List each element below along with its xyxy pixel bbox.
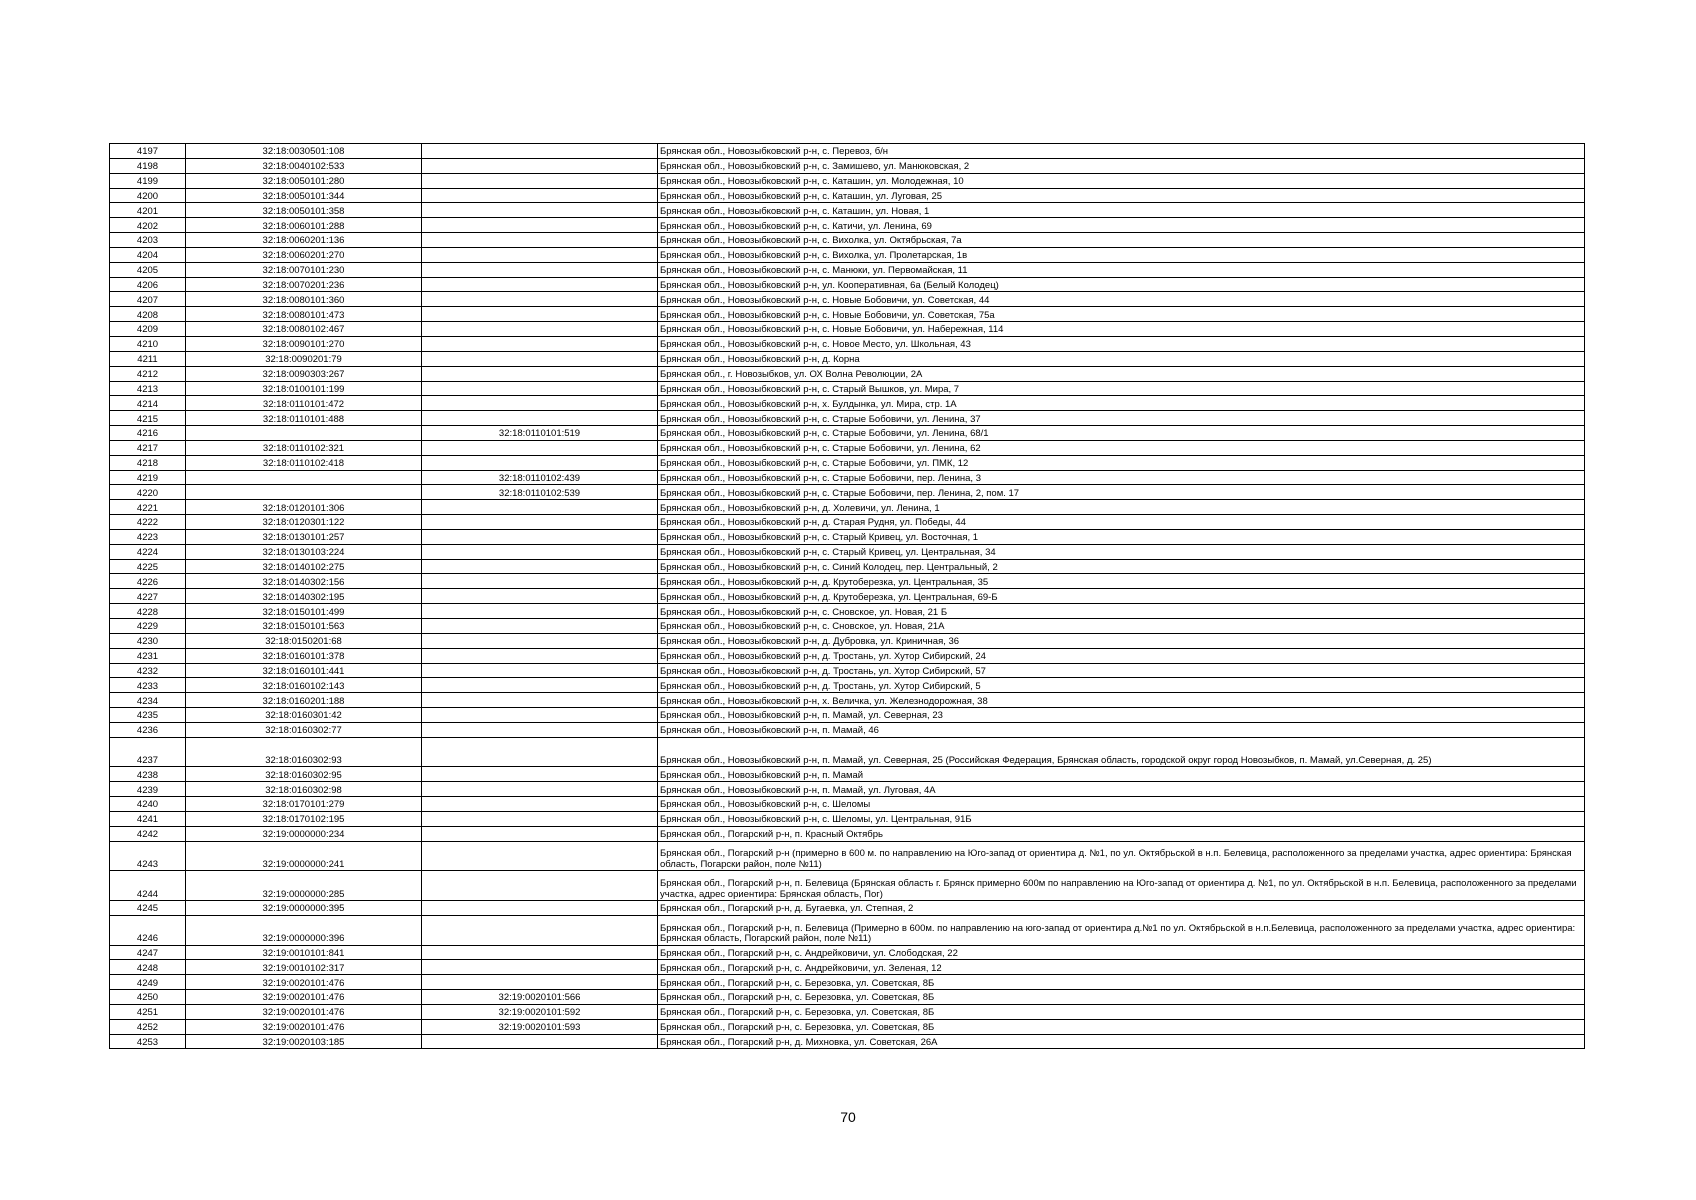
object-number-cell — [422, 1034, 658, 1049]
cadastral-number-cell: 32:18:0040102:533 — [186, 158, 422, 173]
address-cell: Брянская обл., Погарский р-н, с. Андрейковичи, ул. Зеленая, 12 — [658, 960, 1585, 975]
cadastral-number-cell: 32:18:0080101:473 — [186, 307, 422, 322]
row-number-cell: 4205 — [110, 262, 186, 277]
address-cell: Брянская обл., Погарский р-н, с. Березовка, ул. Советская, 8Б — [658, 1004, 1585, 1019]
object-number-cell — [422, 871, 658, 901]
address-cell: Брянская обл., Новозыбковский р-н, с. Сновское, ул. Новая, 21А — [658, 619, 1585, 634]
cadastral-number-cell: 32:18:0170102:195 — [186, 811, 422, 826]
row-number-cell: 4253 — [110, 1034, 186, 1049]
table-row — [110, 1004, 1585, 1019]
table-row — [110, 945, 1585, 960]
row-number-cell: 4241 — [110, 811, 186, 826]
address-cell: Брянская обл., Новозыбковский р-н, п. Мамай — [658, 767, 1585, 782]
object-number-cell — [422, 604, 658, 619]
cadastral-number-cell: 32:18:0110101:488 — [186, 411, 422, 426]
address-cell: Брянская обл., Новозыбковский р-н, с. Шеломы — [658, 797, 1585, 812]
row-number-cell: 4251 — [110, 1004, 186, 1019]
cadastral-number-cell: 32:18:0160302:77 — [186, 722, 422, 737]
registry-table-body — [110, 144, 1585, 1049]
address-cell: Брянская обл., Новозыбковский р-н, с. Новое Место, ул. Школьная, 43 — [658, 336, 1585, 351]
cadastral-number-cell: 32:18:0160101:441 — [186, 663, 422, 678]
object-number-cell — [422, 233, 658, 248]
address-cell: Брянская обл., Погарский р-н (примерно в 600 м. по направлению на Юго-запад от ориентира д. №1, по ул. Октябрьской в н.п. Белевица, расположенного за пределами участка, адрес ориентира: Брянская область, Погарски район, поле №11) — [658, 841, 1585, 871]
object-number-cell — [422, 633, 658, 648]
cadastral-number-cell: 32:18:0160302:95 — [186, 767, 422, 782]
table-row — [110, 767, 1585, 782]
cadastral-number-cell: 32:18:0120101:306 — [186, 500, 422, 515]
cadastral-number-cell: 32:18:0160302:98 — [186, 782, 422, 797]
row-number-cell: 4204 — [110, 247, 186, 262]
object-number-cell — [422, 678, 658, 693]
address-cell: Брянская обл., Новозыбковский р-н, с. Старый Вышков, ул. Мира, 7 — [658, 381, 1585, 396]
row-number-cell: 4240 — [110, 797, 186, 812]
cadastral-number-cell: 32:18:0110102:418 — [186, 455, 422, 470]
address-cell: Брянская обл., Новозыбковский р-н, д. Корна — [658, 351, 1585, 366]
row-number-cell: 4249 — [110, 975, 186, 990]
table-row — [110, 1034, 1585, 1049]
address-cell: Брянская обл., Новозыбковский р-н, д. Крутоберезка, ул. Центральная, 69-Б — [658, 589, 1585, 604]
address-cell: Брянская обл., Новозыбковский р-н, д. Старая Рудня, ул. Победы, 44 — [658, 515, 1585, 530]
cadastral-number-cell: 32:18:0150201:68 — [186, 633, 422, 648]
row-number-cell: 4200 — [110, 188, 186, 203]
object-number-cell — [422, 292, 658, 307]
object-number-cell — [422, 247, 658, 262]
table-row — [110, 782, 1585, 797]
address-cell: Брянская обл., Погарский р-н, п. Белевица (Примерно в 600м. по направлению на юго-запад от ориентира д.№1 по ул. Октябрьской в н.п.Белевица, расположенного за пределами участка, адрес ориентира: Брянская область, Погарский район, поле №11) — [658, 915, 1585, 945]
address-cell: Брянская обл., Новозыбковский р-н, с. Вихолка, ул. Октябрьская, 7а — [658, 233, 1585, 248]
address-cell: Брянская обл., Новозыбковский р-н, с. Старые Бобовичи, ул. Ленина, 62 — [658, 440, 1585, 455]
table-row — [110, 158, 1585, 173]
address-cell: Брянская обл., Новозыбковский р-н, п. Мамай, ул. Северная, 25 (Российская Федерация, Брянская область, городской округ город Новозыбков, п. Мамай, ул.Северная, д. 25) — [658, 737, 1585, 767]
table-row — [110, 574, 1585, 589]
cadastral-number-cell: 32:19:0020103:185 — [186, 1034, 422, 1049]
object-number-cell — [422, 945, 658, 960]
row-number-cell: 4224 — [110, 544, 186, 559]
row-number-cell: 4231 — [110, 648, 186, 663]
address-cell: Брянская обл., Новозыбковский р-н, с. Каташин, ул. Молодежная, 10 — [658, 173, 1585, 188]
cadastral-number-cell: 32:18:0070201:236 — [186, 277, 422, 292]
address-cell: Брянская обл., Новозыбковский р-н, с. Старые Бобовичи, ул. Ленина, 68/1 — [658, 426, 1585, 441]
table-row — [110, 322, 1585, 337]
object-number-cell — [422, 351, 658, 366]
row-number-cell: 4246 — [110, 915, 186, 945]
table-row — [110, 292, 1585, 307]
address-cell: Брянская обл., Новозыбковский р-н, с. Старые Бобовичи, пер. Ленина, 3 — [658, 470, 1585, 485]
row-number-cell: 4203 — [110, 233, 186, 248]
cadastral-number-cell: 32:18:0160101:378 — [186, 648, 422, 663]
object-number-cell — [422, 515, 658, 530]
table-row — [110, 871, 1585, 901]
cadastral-number-cell: 32:18:0150101:563 — [186, 619, 422, 634]
address-cell: Брянская обл., Погарский р-н, с. Березовка, ул. Советская, 8Б — [658, 1019, 1585, 1034]
cadastral-number-cell: 32:18:0090101:270 — [186, 336, 422, 351]
row-number-cell: 4219 — [110, 470, 186, 485]
table-row — [110, 841, 1585, 871]
cadastral-number-cell — [186, 470, 422, 485]
row-number-cell: 4206 — [110, 277, 186, 292]
cadastral-number-cell: 32:18:0080101:360 — [186, 292, 422, 307]
object-number-cell — [422, 708, 658, 723]
object-number-cell — [422, 440, 658, 455]
row-number-cell: 4223 — [110, 529, 186, 544]
table-row — [110, 811, 1585, 826]
address-cell: Брянская обл., Новозыбковский р-н, д. Дубровка, ул. Криничная, 36 — [658, 633, 1585, 648]
table-row — [110, 336, 1585, 351]
cadastral-number-cell: 32:19:0010101:841 — [186, 945, 422, 960]
cadastral-number-cell: 32:19:0020101:476 — [186, 1004, 422, 1019]
table-row — [110, 277, 1585, 292]
cadastral-number-cell: 32:18:0120301:122 — [186, 515, 422, 530]
cadastral-number-cell — [186, 426, 422, 441]
row-number-cell: 4243 — [110, 841, 186, 871]
row-number-cell: 4202 — [110, 218, 186, 233]
object-number-cell: 32:18:0110101:519 — [422, 426, 658, 441]
row-number-cell: 4225 — [110, 559, 186, 574]
cadastral-number-cell: 32:18:0110101:472 — [186, 396, 422, 411]
table-row — [110, 218, 1585, 233]
table-row — [110, 960, 1585, 975]
object-number-cell: 32:19:0020101:593 — [422, 1019, 658, 1034]
row-number-cell: 4228 — [110, 604, 186, 619]
cadastral-number-cell: 32:18:0140302:195 — [186, 589, 422, 604]
address-cell: Брянская обл., Новозыбковский р-н, ул. Кооперативная, 6а (Белый Колодец) — [658, 277, 1585, 292]
object-number-cell — [422, 841, 658, 871]
object-number-cell — [422, 529, 658, 544]
object-number-cell — [422, 203, 658, 218]
row-number-cell: 4233 — [110, 678, 186, 693]
row-number-cell: 4208 — [110, 307, 186, 322]
object-number-cell — [422, 767, 658, 782]
object-number-cell — [422, 559, 658, 574]
table-row — [110, 663, 1585, 678]
cadastral-number-cell: 32:18:0150101:499 — [186, 604, 422, 619]
row-number-cell: 4217 — [110, 440, 186, 455]
table-row — [110, 233, 1585, 248]
row-number-cell: 4209 — [110, 322, 186, 337]
row-number-cell: 4201 — [110, 203, 186, 218]
address-cell: Брянская обл., Новозыбковский р-н, с. Катичи, ул. Ленина, 69 — [658, 218, 1585, 233]
table-row — [110, 589, 1585, 604]
row-number-cell: 4227 — [110, 589, 186, 604]
address-cell: Брянская обл., Новозыбковский р-н, д. Крутоберезка, ул. Центральная, 35 — [658, 574, 1585, 589]
table-row — [110, 693, 1585, 708]
address-cell: Брянская обл., Новозыбковский р-н, с. Шеломы, ул. Центральная, 91Б — [658, 811, 1585, 826]
table-row — [110, 1019, 1585, 1034]
cadastral-number-cell: 32:19:0000000:241 — [186, 841, 422, 871]
table-row — [110, 544, 1585, 559]
cadastral-number-cell: 32:19:0020101:476 — [186, 1019, 422, 1034]
object-number-cell — [422, 173, 658, 188]
address-cell: Брянская обл., Новозыбковский р-н, с. Новые Бобовичи, ул. Набережная, 114 — [658, 322, 1585, 337]
row-number-cell: 4235 — [110, 708, 186, 723]
table-row — [110, 529, 1585, 544]
cadastral-number-cell: 32:19:0000000:234 — [186, 826, 422, 841]
object-number-cell — [422, 693, 658, 708]
table-row — [110, 426, 1585, 441]
table-row — [110, 975, 1585, 990]
row-number-cell: 4221 — [110, 500, 186, 515]
address-cell: Брянская обл., Новозыбковский р-н, с. Старые Бобовичи, ул. Ленина, 37 — [658, 411, 1585, 426]
row-number-cell: 4238 — [110, 767, 186, 782]
address-cell: Брянская обл., Погарский р-н, с. Андрейковичи, ул. Слободская, 22 — [658, 945, 1585, 960]
address-cell: Брянская обл., Новозыбковский р-н, с. Старые Бобовичи, пер. Ленина, 2, пом. 17 — [658, 485, 1585, 500]
row-number-cell: 4242 — [110, 826, 186, 841]
cadastral-number-cell: 32:18:0130101:257 — [186, 529, 422, 544]
address-cell: Брянская обл., Новозыбковский р-н, д. Тростань, ул. Хутор Сибирский, 57 — [658, 663, 1585, 678]
cadastral-number-cell: 32:18:0140302:156 — [186, 574, 422, 589]
address-cell: Брянская обл., Погарский р-н, д. Бугаевка, ул. Степная, 2 — [658, 901, 1585, 916]
cadastral-number-cell: 32:18:0100101:199 — [186, 381, 422, 396]
address-cell: Брянская обл., Новозыбковский р-н, с. Каташин, ул. Новая, 1 — [658, 203, 1585, 218]
table-row — [110, 901, 1585, 916]
cadastral-number-cell: 32:19:0020101:476 — [186, 975, 422, 990]
address-cell: Брянская обл., Новозыбковский р-н, п. Мамай, ул. Луговая, 4А — [658, 782, 1585, 797]
object-number-cell — [422, 544, 658, 559]
object-number-cell — [422, 722, 658, 737]
row-number-cell: 4213 — [110, 381, 186, 396]
object-number-cell — [422, 411, 658, 426]
object-number-cell — [422, 589, 658, 604]
object-number-cell — [422, 648, 658, 663]
table-row — [110, 173, 1585, 188]
cadastral-number-cell: 32:18:0130103:224 — [186, 544, 422, 559]
cadastral-number-cell: 32:18:0160201:188 — [186, 693, 422, 708]
table-row — [110, 247, 1585, 262]
address-cell: Брянская обл., Новозыбковский р-н, с. Старый Кривец, ул. Центральная, 34 — [658, 544, 1585, 559]
object-number-cell — [422, 366, 658, 381]
object-number-cell — [422, 975, 658, 990]
table-row — [110, 188, 1585, 203]
table-row — [110, 633, 1585, 648]
object-number-cell — [422, 307, 658, 322]
table-row — [110, 708, 1585, 723]
row-number-cell: 4234 — [110, 693, 186, 708]
cadastral-number-cell: 32:18:0060201:136 — [186, 233, 422, 248]
row-number-cell: 4222 — [110, 515, 186, 530]
address-cell: Брянская обл., Новозыбковский р-н, с. Старые Бобовичи, ул. ПМК, 12 — [658, 455, 1585, 470]
address-cell: Брянская обл., Новозыбковский р-н, д. Холевичи, ул. Ленина, 1 — [658, 500, 1585, 515]
cadastral-number-cell: 32:18:0160102:143 — [186, 678, 422, 693]
row-number-cell: 4211 — [110, 351, 186, 366]
address-cell: Брянская обл., Новозыбковский р-н, д. Тростань, ул. Хутор Сибирский, 24 — [658, 648, 1585, 663]
table-row — [110, 411, 1585, 426]
object-number-cell — [422, 500, 658, 515]
address-cell: Брянская обл., Погарский р-н, п. Красный Октябрь — [658, 826, 1585, 841]
table-row — [110, 515, 1585, 530]
cadastral-number-cell: 32:19:0020101:476 — [186, 990, 422, 1005]
object-number-cell: 32:18:0110102:539 — [422, 485, 658, 500]
object-number-cell: 32:19:0020101:566 — [422, 990, 658, 1005]
registry-table — [109, 143, 1585, 1049]
page-number: 70 — [840, 1109, 856, 1125]
object-number-cell — [422, 336, 658, 351]
row-number-cell: 4248 — [110, 960, 186, 975]
object-number-cell — [422, 158, 658, 173]
object-number-cell — [422, 455, 658, 470]
table-row — [110, 826, 1585, 841]
row-number-cell: 4229 — [110, 619, 186, 634]
table-row — [110, 722, 1585, 737]
address-cell: Брянская обл., Погарский р-н, с. Березовка, ул. Советская, 8Б — [658, 975, 1585, 990]
object-number-cell — [422, 826, 658, 841]
table-row — [110, 559, 1585, 574]
row-number-cell: 4250 — [110, 990, 186, 1005]
table-row — [110, 203, 1585, 218]
address-cell: Брянская обл., Погарский р-н, п. Белевица (Брянская область г. Брянск примерно 600м по направлению на Юго-запад от ориентира д. №1, по ул. Октябрьской в н.п. Белевица, расположенного за пределами участка, адрес ориентира: Брянская область, Пог) — [658, 871, 1585, 901]
object-number-cell — [422, 737, 658, 767]
row-number-cell: 4244 — [110, 871, 186, 901]
row-number-cell: 4236 — [110, 722, 186, 737]
table-row — [110, 485, 1585, 500]
table-row — [110, 797, 1585, 812]
address-cell: Брянская обл., Новозыбковский р-н, с. Сновское, ул. Новая, 21 Б — [658, 604, 1585, 619]
object-number-cell — [422, 915, 658, 945]
table-row — [110, 678, 1585, 693]
address-cell: Брянская обл., Новозыбковский р-н, п. Мамай, ул. Северная, 23 — [658, 708, 1585, 723]
table-row — [110, 915, 1585, 945]
row-number-cell: 4230 — [110, 633, 186, 648]
row-number-cell: 4199 — [110, 173, 186, 188]
object-number-cell — [422, 782, 658, 797]
object-number-cell — [422, 574, 658, 589]
cadastral-number-cell: 32:18:0160301:42 — [186, 708, 422, 723]
table-row — [110, 604, 1585, 619]
cadastral-number-cell: 32:18:0050101:280 — [186, 173, 422, 188]
object-number-cell — [422, 381, 658, 396]
cadastral-number-cell: 32:18:0080102:467 — [186, 322, 422, 337]
cadastral-number-cell: 32:18:0050101:358 — [186, 203, 422, 218]
cadastral-number-cell: 32:19:0000000:285 — [186, 871, 422, 901]
address-cell: Брянская обл., Новозыбковский р-н, с. Вихолка, ул. Пролетарская, 1в — [658, 247, 1585, 262]
cadastral-number-cell: 32:18:0110102:321 — [186, 440, 422, 455]
address-cell: Брянская обл., Новозыбковский р-н, с. Манюки, ул. Первомайская, 11 — [658, 262, 1585, 277]
table-row — [110, 648, 1585, 663]
object-number-cell — [422, 901, 658, 916]
cadastral-number-cell: 32:18:0090303:267 — [186, 366, 422, 381]
address-cell: Брянская обл., Новозыбковский р-н, с. Новые Бобовичи, ул. Советская, 44 — [658, 292, 1585, 307]
cadastral-number-cell: 32:18:0070101:230 — [186, 262, 422, 277]
object-number-cell — [422, 262, 658, 277]
table-row — [110, 990, 1585, 1005]
row-number-cell: 4212 — [110, 366, 186, 381]
cadastral-number-cell — [186, 485, 422, 500]
cadastral-number-cell: 32:18:0030501:108 — [186, 144, 422, 159]
table-row — [110, 737, 1585, 767]
row-number-cell: 4197 — [110, 144, 186, 159]
table-row — [110, 396, 1585, 411]
address-cell: Брянская обл., Погарский р-н, с. Березовка, ул. Советская, 8Б — [658, 990, 1585, 1005]
row-number-cell: 4215 — [110, 411, 186, 426]
cadastral-number-cell: 32:19:0000000:395 — [186, 901, 422, 916]
row-number-cell: 4216 — [110, 426, 186, 441]
row-number-cell: 4198 — [110, 158, 186, 173]
row-number-cell: 4226 — [110, 574, 186, 589]
cadastral-number-cell: 32:18:0140102:275 — [186, 559, 422, 574]
object-number-cell — [422, 277, 658, 292]
object-number-cell — [422, 619, 658, 634]
object-number-cell — [422, 663, 658, 678]
address-cell: Брянская обл., Новозыбковский р-н, с. Перевоз, б/н — [658, 144, 1585, 159]
table-row — [110, 470, 1585, 485]
row-number-cell: 4232 — [110, 663, 186, 678]
row-number-cell: 4237 — [110, 737, 186, 767]
table-row — [110, 307, 1585, 322]
row-number-cell: 4239 — [110, 782, 186, 797]
object-number-cell — [422, 188, 658, 203]
address-cell: Брянская обл., Новозыбковский р-н, с. Старый Кривец, ул. Восточная, 1 — [658, 529, 1585, 544]
address-cell: Брянская обл., Новозыбковский р-н, с. Новые Бобовичи, ул. Советская, 75а — [658, 307, 1585, 322]
row-number-cell: 4207 — [110, 292, 186, 307]
address-cell: Брянская обл., Новозыбковский р-н, с. Замишево, ул. Манюковская, 2 — [658, 158, 1585, 173]
address-cell: Брянская обл., Новозыбковский р-н, х. Булдынка, ул. Мира, стр. 1А — [658, 396, 1585, 411]
object-number-cell — [422, 396, 658, 411]
address-cell: Брянская обл., г. Новозыбков, ул. ОХ Волна Революции, 2А — [658, 366, 1585, 381]
cadastral-number-cell: 32:18:0160302:93 — [186, 737, 422, 767]
object-number-cell — [422, 797, 658, 812]
object-number-cell: 32:18:0110102:439 — [422, 470, 658, 485]
table-row — [110, 144, 1585, 159]
object-number-cell — [422, 322, 658, 337]
table-row — [110, 262, 1585, 277]
cadastral-number-cell: 32:18:0170101:279 — [186, 797, 422, 812]
table-row — [110, 381, 1585, 396]
table-row — [110, 619, 1585, 634]
row-number-cell: 4245 — [110, 901, 186, 916]
table-row — [110, 351, 1585, 366]
cadastral-number-cell: 32:18:0060201:270 — [186, 247, 422, 262]
object-number-cell — [422, 811, 658, 826]
address-cell: Брянская обл., Новозыбковский р-н, с. Каташин, ул. Луговая, 25 — [658, 188, 1585, 203]
table-row — [110, 440, 1585, 455]
row-number-cell: 4218 — [110, 455, 186, 470]
address-cell: Брянская обл., Новозыбковский р-н, с. Синий Колодец, пер. Центральный, 2 — [658, 559, 1585, 574]
object-number-cell: 32:19:0020101:592 — [422, 1004, 658, 1019]
row-number-cell: 4252 — [110, 1019, 186, 1034]
table-row — [110, 500, 1585, 515]
cadastral-number-cell: 32:18:0090201:79 — [186, 351, 422, 366]
cadastral-number-cell: 32:18:0060101:288 — [186, 218, 422, 233]
cadastral-number-cell: 32:18:0050101:344 — [186, 188, 422, 203]
object-number-cell — [422, 218, 658, 233]
row-number-cell: 4210 — [110, 336, 186, 351]
row-number-cell: 4214 — [110, 396, 186, 411]
row-number-cell: 4220 — [110, 485, 186, 500]
address-cell: Брянская обл., Новозыбковский р-н, х. Величка, ул. Железнодорожная, 38 — [658, 693, 1585, 708]
object-number-cell — [422, 144, 658, 159]
cadastral-number-cell: 32:19:0010102:317 — [186, 960, 422, 975]
address-cell: Брянская обл., Новозыбковский р-н, п. Мамай, 46 — [658, 722, 1585, 737]
object-number-cell — [422, 960, 658, 975]
row-number-cell: 4247 — [110, 945, 186, 960]
address-cell: Брянская обл., Новозыбковский р-н, д. Тростань, ул. Хутор Сибирский, 5 — [658, 678, 1585, 693]
address-cell: Брянская обл., Погарский р-н, д. Михновка, ул. Советская, 26А — [658, 1034, 1585, 1049]
table-row — [110, 455, 1585, 470]
cadastral-number-cell: 32:19:0000000:396 — [186, 915, 422, 945]
table-row — [110, 366, 1585, 381]
